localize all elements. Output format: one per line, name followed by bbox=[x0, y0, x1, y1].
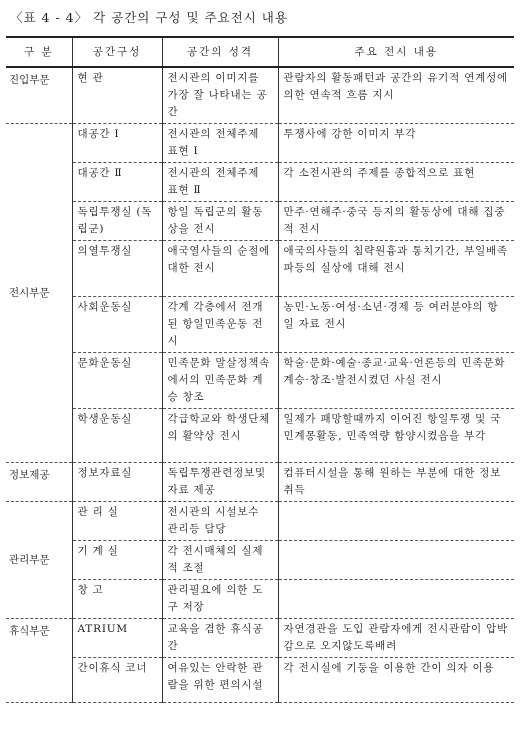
cell-exhibit: 애국의사들의 침략원흉과 통치기간, 부일배족파등의 실상에 대해 전시 bbox=[278, 241, 514, 297]
cell-nature: 전시관의 시설보수 관리등 담당 bbox=[162, 502, 278, 541]
cell-composition: 문화운동실 bbox=[72, 353, 162, 409]
category-rest: 휴식부문 bbox=[6, 619, 72, 703]
header-category: 구 분 bbox=[6, 37, 72, 67]
cell-exhibit: 자연경관을 도입 관람자에게 전시관람이 압박감으로 오지않도록배려 bbox=[278, 619, 514, 658]
category-entrance: 진입부문 bbox=[6, 67, 72, 124]
header-row bbox=[6, 37, 514, 67]
table-row bbox=[6, 502, 514, 541]
cell-exhibit: 농민·노동·여성·소년·경제 등 여러분야의 항일 자료 전시 bbox=[278, 297, 514, 353]
cell-composition: 현 관 bbox=[72, 67, 162, 124]
cell-composition: 대공간 Ⅱ bbox=[72, 163, 162, 202]
cell-exhibit: 만주·연해주·중국 등지의 활동상에 대해 집중적 전시 bbox=[278, 202, 514, 241]
category-management: 관리부문 bbox=[6, 502, 72, 619]
cell-composition: 기 계 실 bbox=[72, 541, 162, 580]
cell-nature: 각급학교와 학생단체의 활약상 전시 bbox=[162, 409, 278, 463]
category-exhibition: 전시부문 bbox=[6, 124, 72, 463]
category-info: 정보제공 bbox=[6, 463, 72, 502]
table-row bbox=[6, 463, 514, 502]
header-composition: 공간구성 bbox=[72, 37, 162, 67]
table-row bbox=[6, 202, 514, 241]
cell-exhibit: 학술·문화·예술·종교·교육·언론등의 민족문화 계승·창조·발전시켰던 사실 전시 bbox=[278, 353, 514, 409]
table-caption: 〈표 4 - 4〉 각 공간의 구성 및 주요전시 내용 bbox=[10, 10, 288, 25]
cell-nature: 여유있는 안락한 관람을 위한 편의시설 bbox=[162, 658, 278, 703]
cell-exhibit: 일제가 패망할때까지 이어진 항일투쟁 및 국민계몽활동, 민족역량 함양시켰음을 부각 bbox=[278, 409, 514, 463]
table-row bbox=[6, 541, 514, 580]
cell-composition: 관 리 실 bbox=[72, 502, 162, 541]
cell-composition: 독립투쟁실 (독립군) bbox=[72, 202, 162, 241]
table-row bbox=[6, 124, 514, 163]
table-row bbox=[6, 353, 514, 409]
cell-exhibit: 각 소전시관의 주제를 종합적으로 표현 bbox=[278, 163, 514, 202]
table-row bbox=[6, 580, 514, 619]
cell-composition: 간이휴식 코너 bbox=[72, 658, 162, 703]
header-nature: 공간의 성격 bbox=[162, 37, 278, 67]
cell-nature: 전시관의 전체주제 표현 Ⅰ bbox=[162, 124, 278, 163]
table-row bbox=[6, 297, 514, 353]
table-row bbox=[6, 241, 514, 297]
table-row bbox=[6, 409, 514, 463]
cell-composition: 대공간 Ⅰ bbox=[72, 124, 162, 163]
table-row bbox=[6, 163, 514, 202]
cell-exhibit bbox=[278, 502, 514, 541]
cell-composition: 사회운동실 bbox=[72, 297, 162, 353]
table-row bbox=[6, 619, 514, 658]
cell-composition: 정보자료실 bbox=[72, 463, 162, 502]
cell-nature: 전시관의 이미지를 가장 잘 나타내는 공간 bbox=[162, 67, 278, 124]
cell-nature: 교육을 겸한 휴식공간 bbox=[162, 619, 278, 658]
cell-composition: 학생운동실 bbox=[72, 409, 162, 463]
cell-nature: 각계 각층에서 전개된 항일민족운동 전시 bbox=[162, 297, 278, 353]
cell-exhibit: 투쟁사에 강한 이미지 부각 bbox=[278, 124, 514, 163]
cell-composition: ATRIUM bbox=[72, 619, 162, 658]
cell-exhibit bbox=[278, 580, 514, 619]
cell-nature: 전시관의 전체주제 표현 Ⅱ bbox=[162, 163, 278, 202]
header-exhibit: 주요 전시 내용 bbox=[278, 37, 514, 67]
space-composition-table bbox=[6, 36, 514, 703]
table-row bbox=[6, 658, 514, 703]
cell-composition: 창 고 bbox=[72, 580, 162, 619]
cell-nature: 애국열사들의 순절에 대한 전시 bbox=[162, 241, 278, 297]
cell-exhibit: 각 전시실에 기둥을 이용한 간이 의자 이용 bbox=[278, 658, 514, 703]
cell-exhibit: 관람자의 활동패턴과 공간의 유기적 연계성에 의한 연속적 흐름 지시 bbox=[278, 67, 514, 124]
cell-nature: 관리필요에 의한 도구 저장 bbox=[162, 580, 278, 619]
cell-nature: 독립투쟁관련정보및 자료 제공 bbox=[162, 463, 278, 502]
cell-nature: 각 전시매체의 실제적 조절 bbox=[162, 541, 278, 580]
cell-nature: 민족문화 말살정책속에서의 민족문화 계승 창조 bbox=[162, 353, 278, 409]
cell-exhibit: 컴퓨터시설을 통해 원하는 부분에 대한 정보취득 bbox=[278, 463, 514, 502]
cell-nature: 항일 독립군의 활동상을 전시 bbox=[162, 202, 278, 241]
cell-composition: 의열투쟁실 bbox=[72, 241, 162, 297]
cell-exhibit bbox=[278, 541, 514, 580]
table-row bbox=[6, 67, 514, 124]
